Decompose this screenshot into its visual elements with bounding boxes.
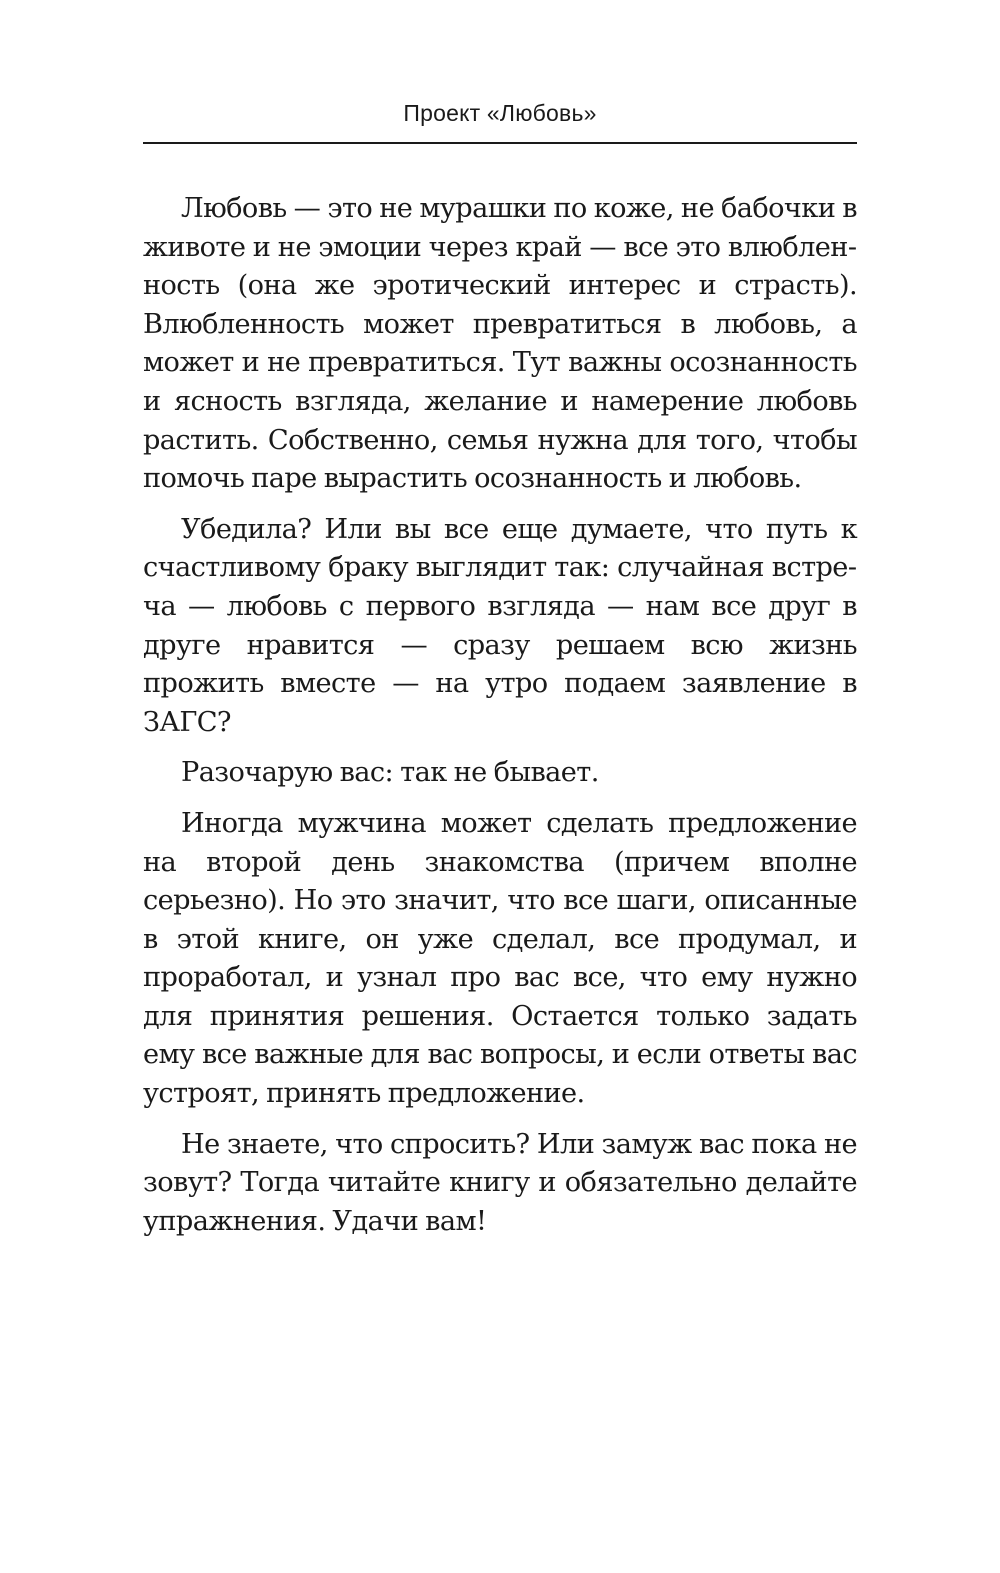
header-divider bbox=[143, 142, 857, 144]
paragraph: Иногда мужчина может сделать предложение на второй день знакомства (причем вполне серьезно). Но это значит, что все шаги, описанные в этой книге, он уже сделал, все продумал, и проработал, и узнал про вас все, что ему нужно для принятия решения. Остается только задать ему все важные для вас вопросы, и если ответы вас устроят, принять предложение. bbox=[143, 807, 857, 1110]
paragraph: Не знаете, что спросить? Или замуж вас пока не зовут? Тогда читайте книгу и обязательно делайте упражнения. Удачи вам! bbox=[143, 1128, 857, 1237]
paragraph: Разочарую вас: так не бывает. bbox=[181, 757, 599, 789]
body-text bbox=[143, 190, 857, 1253]
paragraph: Любовь — это не мурашки по коже, не бабочки в животе и не эмоции через край — все это влюбленность (она же эротический интерес и страсть). Влюбленность может превратиться в любовь, а может и не превратиться. Тут важны осознанность и ясность взгляда, желание и намерение любовь растить. Собственно, семья нужна для того, чтобы помочь паре вырастить осознанность и любовь. bbox=[143, 193, 857, 495]
paragraph: Убедила? Или вы все еще думаете, что путь к счастливому браку выглядит так: случайная встреча — любовь с первого взгляда — нам все друг в друге нравится — сразу решаем всю жизнь прожить вместе — на утро подаем заявление в ЗАГС? bbox=[143, 513, 857, 738]
running-header: Проект «Любовь» bbox=[403, 100, 597, 126]
